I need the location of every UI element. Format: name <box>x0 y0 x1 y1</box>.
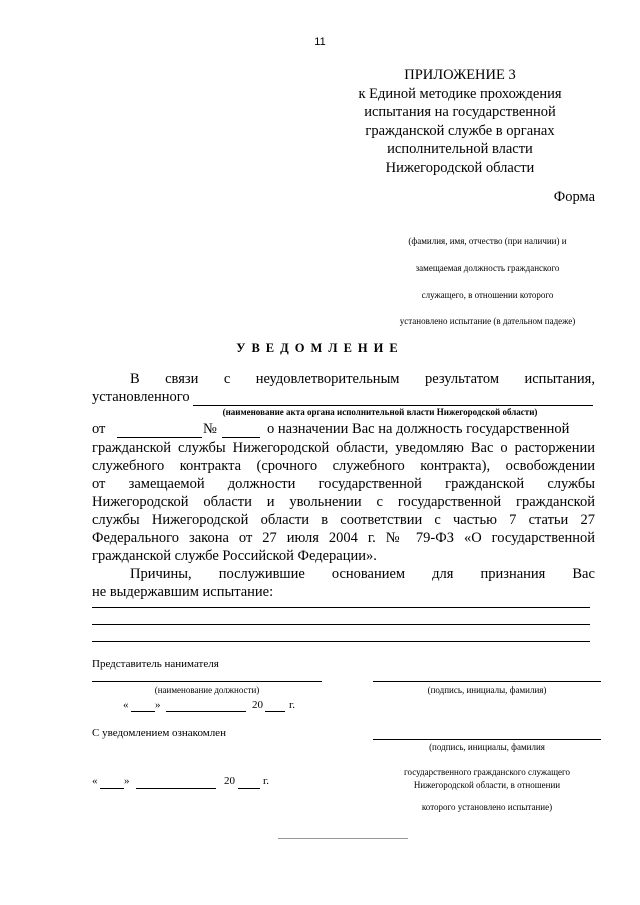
appendix-line: ПРИЛОЖЕНИЕ 3 <box>404 67 516 83</box>
employee-day-field[interactable] <box>100 788 124 789</box>
position-caption: (наименование должности) <box>154 685 260 695</box>
date-quote-close: » <box>155 699 161 711</box>
document-title: УВЕДОМЛЕНИЕ <box>236 341 404 355</box>
paragraph1-last-line: гражданской службе Российской Федерации». <box>92 548 377 564</box>
act-name-field[interactable] <box>193 405 593 406</box>
form-label: Форма <box>553 189 595 205</box>
word: В <box>130 371 140 387</box>
addressee-line: установлено испытание (в дательном падеже) <box>399 316 576 326</box>
appendix-header <box>335 66 585 177</box>
employee-signature-caption: которого установлено испытание) <box>421 802 553 812</box>
from-label: от <box>92 421 106 437</box>
word: неудовлетворительным <box>255 371 400 387</box>
employee-signature-field[interactable] <box>373 739 601 740</box>
employee-signature-caption: Нижегородской области, в отношении <box>413 780 561 790</box>
paragraph1-line: от замещаемой должности государственной гражданской службы <box>92 476 595 492</box>
footer-separator <box>278 838 408 839</box>
employer-position-field[interactable] <box>92 681 322 682</box>
word: испытания, <box>524 371 595 387</box>
appendix-line: испытания на государственной <box>364 104 556 120</box>
word: связи <box>165 371 199 387</box>
appendix-line: гражданской службе в органах <box>365 122 555 139</box>
employee-signature-caption: государственного гражданского служащего <box>404 767 570 777</box>
employee-year-field[interactable] <box>238 788 260 789</box>
employer-year-field[interactable] <box>265 711 285 712</box>
word: признания <box>480 566 546 582</box>
year-suffix: г. <box>289 699 296 711</box>
act-date-field[interactable] <box>117 437 202 438</box>
date-quote-open: « <box>92 775 98 787</box>
employee-month-field[interactable] <box>136 788 216 789</box>
employee-signature-caption: (подпись, инициалы, фамилия <box>429 742 545 752</box>
word: основанием <box>331 566 406 582</box>
appointment-phrase: о назначении Вас на должность государственной <box>267 421 570 437</box>
word: для <box>432 566 454 582</box>
reasons-line[interactable] <box>92 624 590 625</box>
paragraph2-line1 <box>130 566 595 583</box>
page-number: 11 <box>314 36 326 48</box>
addressee-line: (фамилия, имя, отчество (при наличии) и <box>408 236 567 246</box>
word: Причины, <box>130 566 192 582</box>
paragraph1-line: служебного контракта (срочного служебного контракта), освобождении <box>92 458 595 474</box>
act-name-caption: (наименование акта органа исполнительной власти Нижегородской области) <box>222 407 538 417</box>
word: результатом <box>424 371 500 387</box>
acknowledged-label: С уведомлением ознакомлен <box>92 727 226 739</box>
paragraph1-line1 <box>130 371 595 388</box>
word: послужившие <box>218 566 305 582</box>
word: Вас <box>572 566 595 582</box>
employer-signature-field[interactable] <box>373 681 601 682</box>
appendix-line: Нижегородской области <box>385 159 535 176</box>
paragraph2-line2: не выдержавшим испытание: <box>92 584 274 600</box>
date-quote-open: « <box>123 699 129 711</box>
act-number-field[interactable] <box>222 437 260 438</box>
addressee-line: служащего, в отношении которого <box>421 290 554 300</box>
year-suffix: г. <box>263 775 270 787</box>
number-sign: № <box>203 421 217 437</box>
appendix-line: исполнительной власти <box>387 141 533 157</box>
employer-day-field[interactable] <box>131 711 155 712</box>
paragraph1-line: Нижегородской области и увольнении с государственной гражданской <box>92 494 595 510</box>
established-label: установленного <box>92 389 190 405</box>
signature-caption: (подпись, инициалы, фамилия) <box>427 685 547 695</box>
paragraph1-line: Федерального закона от 27 июля 2004 г. № 79-ФЗ «О государственной <box>92 530 595 546</box>
year-prefix: 20 <box>224 775 235 787</box>
employer-month-field[interactable] <box>166 711 246 712</box>
reasons-line[interactable] <box>92 641 590 642</box>
year-prefix: 20 <box>252 699 263 711</box>
appointment-text <box>267 421 595 438</box>
addressee-line: замещаемая должность гражданского <box>415 263 560 273</box>
reasons-line[interactable] <box>92 607 590 608</box>
employer-label: Представитель нанимателя <box>92 658 219 670</box>
paragraph1-line: службы Нижегородской области в соответствии с частью 7 статьи 27 <box>92 512 595 528</box>
paragraph1-line: гражданской службы Нижегородской области, уведомляю Вас о расторжении <box>92 440 595 456</box>
appendix-line: к Единой методике прохождения <box>358 85 562 102</box>
word: с <box>223 371 231 387</box>
date-quote-close: » <box>124 775 130 787</box>
